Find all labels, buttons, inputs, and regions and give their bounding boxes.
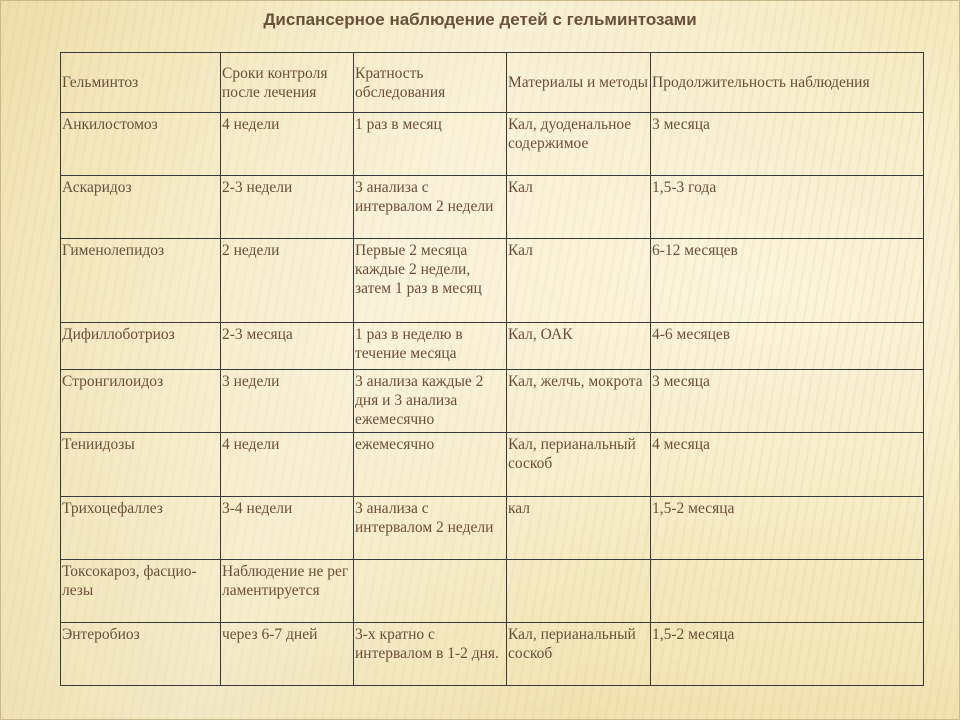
cell-materials: Кал, перианальный соскоб [507,623,651,686]
cell-duration [651,560,924,623]
cell-helminthiasis: Анкилостомоз [61,113,221,176]
cell-materials: кал [507,497,651,560]
cell-helminthiasis: Токсокароз, фасцио-лезы [61,560,221,623]
table-row [61,176,924,239]
cell-helminthiasis: Тениидозы [61,433,221,497]
cell-helminthiasis: Гименолепидоз [61,239,221,323]
cell-frequency: 3 анализа каждые 2 дня и 3 анализа ежемесячно [354,370,507,433]
cell-materials: Кал [507,176,651,239]
header-control-period: Сроки контроля после лечения [221,53,354,113]
cell-frequency: 1 раз в месяц [354,113,507,176]
cell-helminthiasis: Трихоцефаллез [61,497,221,560]
cell-frequency: ежемесячно [354,433,507,497]
cell-materials: Кал, желчь, мокрота [507,370,651,433]
table-row [61,239,924,323]
cell-frequency: 3 анализа с интервалом 2 недели [354,497,507,560]
table-row [61,113,924,176]
cell-duration: 6-12 месяцев [651,239,924,323]
cell-frequency: 1 раз в неделю в течение месяца [354,323,507,370]
cell-helminthiasis: Аскаридоз [61,176,221,239]
cell-helminthiasis: Энтеробиоз [61,623,221,686]
cell-control-period: 3-4 недели [221,497,354,560]
cell-control-period: 4 недели [221,433,354,497]
cell-duration: 3 месяца [651,370,924,433]
cell-control-period: 2 недели [221,239,354,323]
table-row [61,370,924,433]
header-frequency: Кратность обследования [354,53,507,113]
cell-duration: 4-6 месяцев [651,323,924,370]
table-row [61,497,924,560]
cell-helminthiasis: Стронгилоидоз [61,370,221,433]
table-row [61,433,924,497]
cell-materials: Кал [507,239,651,323]
header-helminthiasis: Гельминтоз [61,53,221,113]
cell-control-period: Наблюдение не рег ламентируется [221,560,354,623]
table-row [61,323,924,370]
cell-duration: 3 месяца [651,113,924,176]
header-duration: Продолжительность наблюдения [651,53,924,113]
helminthiasis-table [60,52,924,686]
header-row [61,53,924,113]
cell-frequency: 3 анализа с интервалом 2 недели [354,176,507,239]
cell-duration: 1,5-2 месяца [651,497,924,560]
cell-duration: 1,5-2 месяца [651,623,924,686]
cell-materials: Кал, перианальный соскоб [507,433,651,497]
cell-control-period: через 6-7 дней [221,623,354,686]
cell-materials: Кал, ОАК [507,323,651,370]
cell-frequency [354,560,507,623]
cell-control-period: 3 недели [221,370,354,433]
cell-duration: 4 месяца [651,433,924,497]
table-row [61,623,924,686]
cell-helminthiasis: Дифиллоботриоз [61,323,221,370]
table-row [61,560,924,623]
cell-control-period: 4 недели [221,113,354,176]
cell-control-period: 2-3 недели [221,176,354,239]
cell-frequency: Первые 2 месяца каждые 2 недели, затем 1 раз в месяц [354,239,507,323]
cell-materials: Кал, дуоденальное содержимое [507,113,651,176]
cell-control-period: 2-3 месяца [221,323,354,370]
cell-duration: 1,5-3 года [651,176,924,239]
slide-title: Диспансерное наблюдение детей с гельминтозами [263,10,697,29]
cell-materials [507,560,651,623]
header-materials: Материалы и методы [507,53,651,113]
cell-frequency: 3-х кратно с интервалом в 1-2 дня. [354,623,507,686]
